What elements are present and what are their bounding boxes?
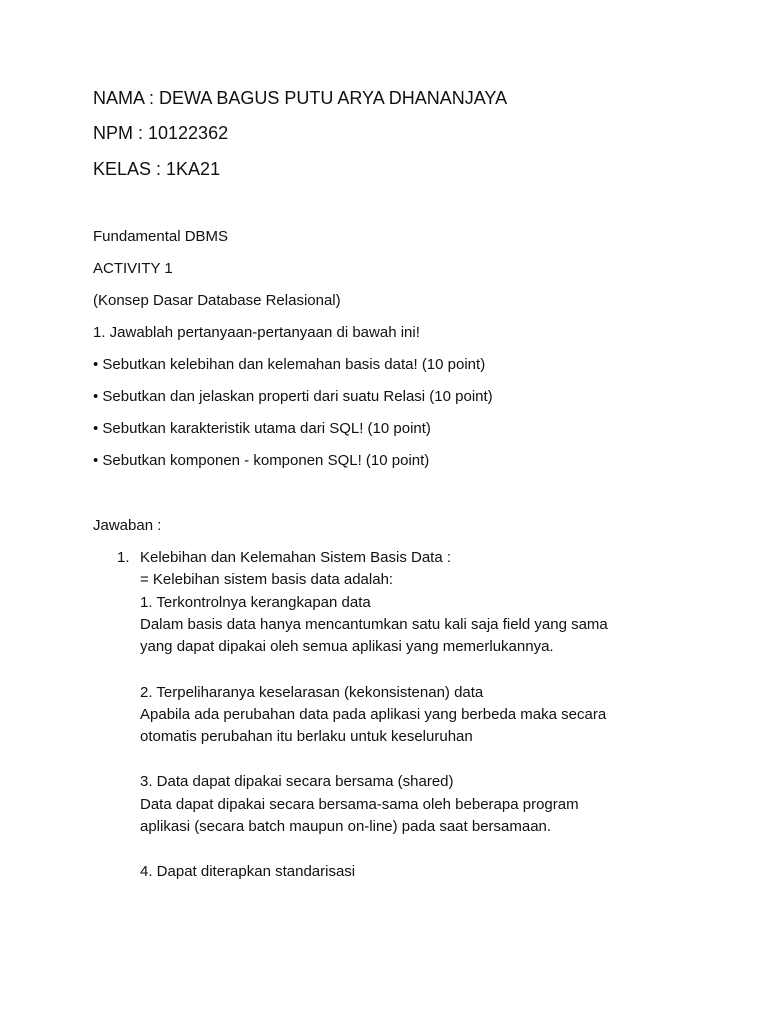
- question-item: • Sebutkan dan jelaskan properti dari suatu Relasi (10 point): [93, 388, 493, 405]
- answer-point-text: Data dapat dipakai secara bersama-sama oleh beberapa program: [140, 796, 579, 813]
- student-npm: NPM : 10122362: [93, 123, 229, 143]
- answer-point-title: 3. Data dapat dipakai secara bersama (shared): [140, 773, 454, 790]
- course-title: Fundamental DBMS: [93, 228, 229, 245]
- answer-point-text: Apabila ada perubahan data pada aplikasi yang berbeda maka secara: [140, 706, 607, 723]
- student-name: NAMA : DEWA BAGUS PUTU ARYA DHANANJAYA: [93, 88, 508, 108]
- answer-point-text: aplikasi (secara batch maupun on-line) pada saat bersamaan.: [140, 818, 552, 835]
- answer-point-text: Dalam basis data hanya mencantumkan satu kali saja field yang sama: [140, 616, 608, 633]
- activity-title: ACTIVITY 1: [93, 260, 173, 277]
- answer-point-title: 4. Dapat diterapkan standarisasi: [140, 863, 356, 880]
- answer-title: Kelebihan dan Kelemahan Sistem Basis Data :: [140, 549, 452, 566]
- instruction-text: 1. Jawablah pertanyaan-pertanyaan di bawah ini!: [93, 324, 420, 341]
- answer-point-title: 2. Terpeliharanya keselarasan (kekonsistenan) data: [140, 684, 484, 701]
- student-class: KELAS : 1KA21: [93, 159, 221, 179]
- question-item: • Sebutkan komponen - komponen SQL! (10 point): [93, 452, 430, 469]
- answers-heading: Jawaban :: [93, 517, 162, 534]
- answer-subheading: = Kelebihan sistem basis data adalah:: [140, 571, 394, 588]
- topic-title: (Konsep Dasar Database Relasional): [93, 292, 341, 309]
- question-item: • Sebutkan karakteristik utama dari SQL! (10 point): [93, 420, 431, 437]
- answer-number: 1.: [117, 549, 130, 566]
- answer-point-text: otomatis perubahan itu berlaku untuk keseluruhan: [140, 728, 473, 745]
- question-item: • Sebutkan kelebihan dan kelemahan basis data! (10 point): [93, 356, 486, 373]
- answer-point-text: yang dapat dipakai oleh semua aplikasi yang memerlukannya.: [140, 638, 554, 655]
- answer-point-title: 1. Terkontrolnya kerangkapan data: [140, 594, 371, 611]
